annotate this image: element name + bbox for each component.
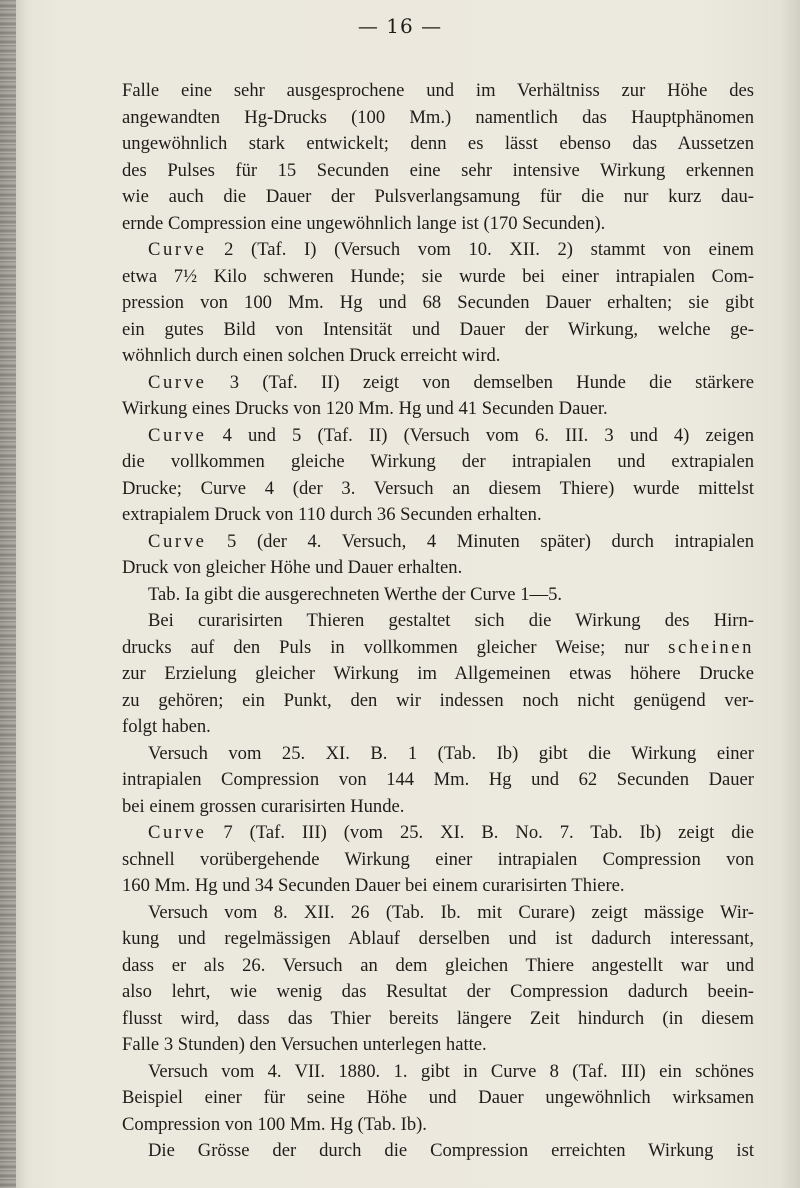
text-segment: intrapialen Compression von 144 Mm. Hg und 62 Secunden Dauer: [122, 769, 754, 790]
text-line: [122, 396, 754, 423]
text-segment: flusst wird, dass das Thier bereits längere Zeit hindurch (in diesem: [122, 1007, 754, 1029]
text-line: [122, 926, 754, 953]
text-line: [122, 211, 754, 238]
text-segment: zur Erzielung gleicher Wirkung im Allgemeinen etwas höhere Drucke: [122, 663, 754, 684]
text-segment: 4 und 5 (Taf. II) (Versuch vom 6. III. 3 und 4) zeigen: [206, 424, 754, 446]
text-line: [122, 953, 754, 980]
text-segment: 7 (Taf. III) (vom 25. XI. B. No. 7. Tab. Ib) zeigt die: [206, 822, 754, 843]
text-line: [122, 873, 754, 900]
text-line: [122, 237, 754, 264]
text-segment: 5 (der 4. Versuch, 4 Minuten später) durch intrapialen: [206, 530, 754, 552]
text-segment: pression von 100 Mm. Hg und 68 Secunden Dauer erhalten; sie gibt: [122, 292, 754, 313]
text-line: [122, 343, 754, 370]
text-line: [122, 714, 754, 741]
text-segment: Drucke; Curve 4 (der 3. Versuch an diesem Thiere) wurde mittelst: [122, 477, 754, 499]
text-line: [122, 423, 754, 450]
text-segment: also lehrt, wie wenig das Resultat der Compression dadurch beein-: [122, 981, 754, 1002]
text-segment: ein gutes Bild von Intensität und Dauer der Wirkung, welche ge-: [122, 318, 754, 340]
text-segment: wie auch die Dauer der Pulsverlangsamung für die nur kurz dau-: [122, 186, 754, 207]
text-segment: 3 (Taf. II) zeigt von demselben Hunde die stärkere: [206, 371, 754, 393]
text-segment: Falle eine sehr ausgesprochene und im Verhältniss zur Höhe des: [122, 80, 754, 101]
text-line: [122, 1032, 754, 1059]
text-segment: extrapialem Druck von 110 durch 36 Secunden erhalten.: [122, 504, 542, 525]
spaced-emphasis-text: Curve: [148, 530, 207, 552]
text-line: [122, 635, 754, 662]
text-line: [122, 1006, 754, 1033]
text-segment: bei einem grossen curarisirten Hunde.: [122, 795, 405, 817]
text-segment: 160 Mm. Hg und 34 Secunden Dauer bei einem curarisirten Thiere.: [122, 875, 625, 896]
text-line: [122, 1112, 754, 1139]
text-segment: angewandten Hg-Drucks (100 Mm.) namentlich das Hauptphänomen: [122, 106, 754, 128]
text-line: [122, 794, 754, 821]
text-segment: Druck von gleicher Höhe und Dauer erhalten.: [122, 557, 463, 578]
text-line: [122, 317, 754, 344]
text-segment: 2 (Taf. I) (Versuch vom 10. XII. 2) stammt von einem: [206, 239, 754, 260]
book-binding-edge: [0, 0, 16, 1188]
text-segment: Tab. Ia gibt die ausgerechneten Werthe der Curve 1—5.: [148, 583, 563, 605]
text-segment: schnell vorübergehende Wirkung einer intrapialen Compression von: [122, 848, 754, 870]
text-segment: folgt haben.: [122, 716, 211, 737]
text-segment: Beispiel einer für seine Höhe und Dauer ungewöhnlich wirksamen: [122, 1087, 754, 1108]
text-segment: Bei curarisirten Thieren gestaltet sich die Wirkung des Hirn-: [148, 610, 754, 631]
body-text: [122, 78, 754, 1165]
text-line: [122, 555, 754, 582]
text-line: [122, 900, 754, 927]
text-line: [122, 820, 754, 847]
text-line: [122, 476, 754, 503]
text-segment: Compression von 100 Mm. Hg (Tab. Ib).: [122, 1113, 427, 1135]
spaced-emphasis-text: Curve: [148, 424, 207, 446]
text-line: [122, 78, 754, 105]
spaced-emphasis-text: scheinen: [668, 636, 754, 658]
text-line: [122, 767, 754, 794]
text-line: [122, 290, 754, 317]
text-segment: Versuch vom 8. XII. 26 (Tab. Ib. mit Curare) zeigt mässige Wir-: [148, 901, 754, 923]
text-segment: zu gehören; ein Punkt, den wir indessen noch nicht genügend ver-: [122, 689, 754, 711]
text-line: [122, 582, 754, 609]
text-line: [122, 264, 754, 291]
text-line: [122, 158, 754, 185]
text-segment: Falle 3 Stunden) den Versuchen unterlegen hatte.: [122, 1034, 487, 1055]
text-line: [122, 1138, 754, 1165]
text-line: [122, 184, 754, 211]
text-line: [122, 608, 754, 635]
text-segment: ernde Compression eine ungewöhnlich lange ist (170 Secunden).: [122, 212, 606, 234]
text-segment: kung und regelmässigen Ablauf derselben und ist dadurch interessant,: [122, 928, 754, 949]
spaced-emphasis-text: Curve: [148, 371, 207, 393]
text-line: [122, 741, 754, 768]
text-line: [122, 449, 754, 476]
text-line: [122, 502, 754, 529]
text-line: [122, 979, 754, 1006]
text-segment: des Pulses für 15 Secunden eine sehr intensive Wirkung erkennen: [122, 159, 754, 181]
text-segment: wöhnlich durch einen solchen Druck erreicht wird.: [122, 345, 501, 366]
text-segment: Versuch vom 4. VII. 1880. 1. gibt in Curve 8 (Taf. III) ein schönes: [148, 1060, 754, 1082]
text-line: [122, 131, 754, 158]
text-line: [122, 105, 754, 132]
text-line: [122, 1085, 754, 1112]
spaced-emphasis-text: Curve: [148, 239, 207, 260]
text-segment: etwa 7½ Kilo schweren Hunde; sie wurde bei einer intrapialen Com-: [122, 265, 754, 287]
text-line: [122, 370, 754, 397]
text-segment: drucks auf den Puls in vollkommen gleicher Weise; nur: [122, 636, 669, 658]
text-line: [122, 1059, 754, 1086]
page-number-header: — 16 —: [357, 14, 443, 38]
text-segment: Die Grösse der durch die Compression erreichten Wirkung ist: [148, 1140, 754, 1161]
text-segment: ungewöhnlich stark entwickelt; denn es lässt ebenso das Aussetzen: [122, 133, 754, 154]
text-line: [122, 847, 754, 874]
text-line: [122, 688, 754, 715]
text-segment: Versuch vom 25. XI. B. 1 (Tab. Ib) gibt die Wirkung einer: [148, 742, 754, 764]
text-line: [122, 661, 754, 688]
text-segment: Wirkung eines Drucks von 120 Mm. Hg und 41 Secunden Dauer.: [122, 398, 608, 419]
text-line: [122, 529, 754, 556]
text-segment: die vollkommen gleiche Wirkung der intrapialen und extrapialen: [122, 451, 754, 472]
text-segment: dass er als 26. Versuch an dem gleichen Thiere angestellt war und: [122, 954, 754, 976]
spaced-emphasis-text: Curve: [148, 822, 207, 843]
